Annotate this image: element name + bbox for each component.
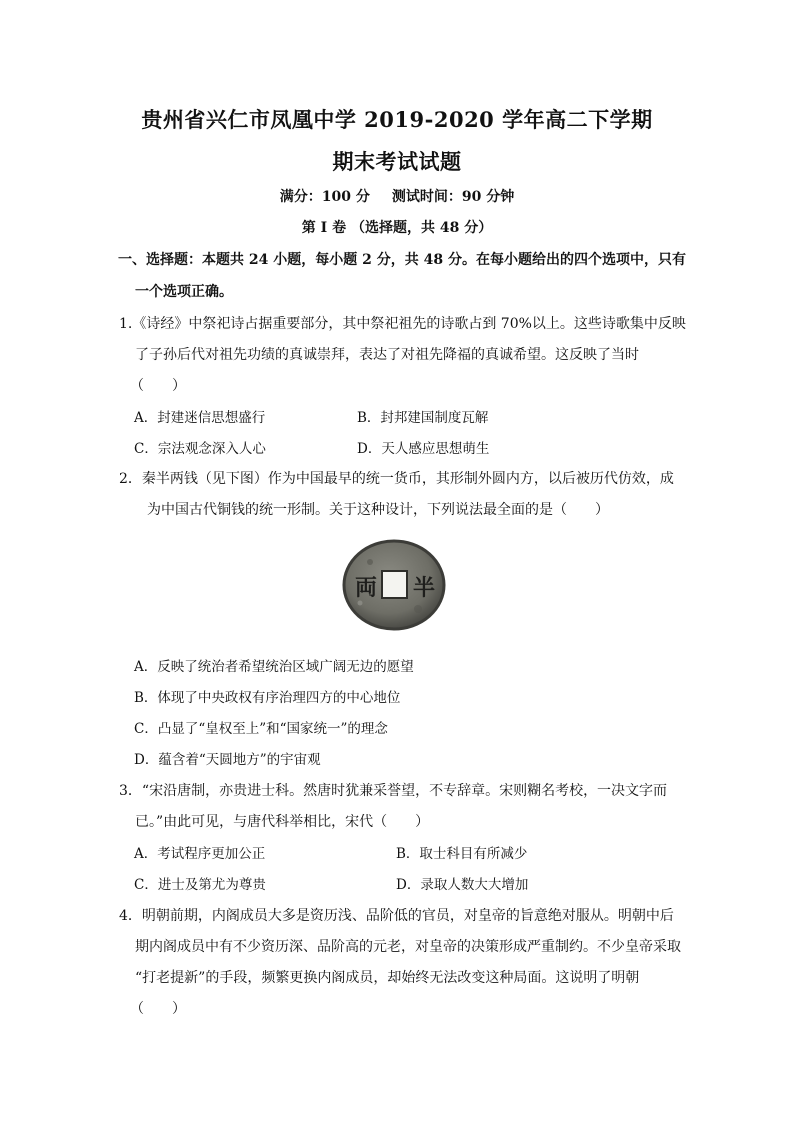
exam-title: 贵州省兴仁市凤凰中学 2019-2020 学年高二下学期 bbox=[141, 107, 653, 132]
question-4-blank: （ ） bbox=[130, 1001, 186, 1017]
question-1-option-b[interactable]: B．封邦建国制度瓦解 bbox=[357, 410, 489, 426]
coin-svg bbox=[340, 537, 448, 633]
coin-square-hole bbox=[382, 571, 407, 598]
question-3-line-2: 已。”由此可见，与唐代科举相比，宋代（ ） bbox=[135, 814, 430, 830]
question-3-option-a[interactable]: A．考试程序更加公正 bbox=[134, 846, 266, 862]
question-1-option-d[interactable]: D．天人感应思想萌生 bbox=[357, 441, 490, 457]
question-3-option-c[interactable]: C．进士及第尤为尊贵 bbox=[134, 877, 266, 893]
banliang-coin-image bbox=[340, 537, 448, 633]
question-1-line-1: 1.《诗经》中祭祀诗占据重要部分，其中祭祀祖先的诗歌占到 70%以上。这些诗歌集中反映 bbox=[119, 316, 686, 332]
question-2-option-d[interactable]: D．蕴含着“天圆地方”的宇宙观 bbox=[134, 752, 321, 768]
question-4-line-3: “打老提新”的手段，频繁更换内阁成员，却始终无法改变这种局面。这说明了明朝 bbox=[135, 970, 640, 986]
question-1-option-c[interactable]: C．宗法观念深入人心 bbox=[134, 441, 266, 457]
question-4-line-2: 期内阁成员中有不少资历深、品阶高的元老，对皇帝的决策形成严重制约。不少皇帝采取 bbox=[135, 939, 681, 955]
question-3-option-b[interactable]: B．取士科目有所减少 bbox=[396, 846, 528, 862]
coin-char-left: 両 bbox=[354, 575, 378, 601]
question-2-option-b[interactable]: B．体现了中央政权有序治理四方的中心地位 bbox=[134, 690, 401, 706]
question-2-option-a[interactable]: A．反映了统治者希望统治区域广阔无边的愿望 bbox=[134, 659, 414, 675]
question-3-option-d[interactable]: D．录取人数大大增加 bbox=[396, 877, 529, 893]
instructions-line-1: 一、选择题：本题共 24 小题，每小题 2 分，共 48 分。在每小题给出的四个选项中，只有 bbox=[118, 252, 686, 268]
instructions-line-2: 一个选项正确。 bbox=[135, 284, 233, 300]
question-3-line-1: 3．“宋沿唐制，亦贵进士科。然唐时犹兼采誉望，不专辞章。宋则糊名考校，一决文字而 bbox=[119, 783, 668, 799]
exam-meta bbox=[0, 186, 794, 206]
question-1-option-a[interactable]: A．封建迷信思想盛行 bbox=[134, 410, 266, 426]
score-label: 满分：100 分 bbox=[279, 189, 370, 205]
question-2-line-2: 为中国古代铜钱的统一形制。关于这种设计，下列说法最全面的是（ ） bbox=[147, 502, 609, 518]
question-2-option-c[interactable]: C．凸显了“皇权至上”和“国家统一”的理念 bbox=[134, 721, 388, 737]
section-heading: 第 I 卷 （选择题，共 48 分） bbox=[301, 220, 493, 236]
question-1-blank: （ ） bbox=[130, 378, 186, 394]
question-1-line-2: 了子孙后代对祖先功绩的真诚崇拜，表达了对祖先降福的真诚希望。这反映了当时 bbox=[135, 347, 639, 363]
question-2-line-1: 2．秦半两钱（见下图）作为中国最早的统一货币，其形制外圆内方，以后被历代仿效，成 bbox=[119, 471, 674, 487]
exam-subtitle: 期末考试试题 bbox=[332, 149, 462, 174]
time-label: 测试时间：90 分钟 bbox=[391, 189, 515, 205]
question-4-line-1: 4．明朝前期，内阁成员大多是资历浅、品阶低的官员，对皇帝的旨意绝对服从。明朝中后 bbox=[119, 908, 674, 924]
coin-char-right: 半 bbox=[412, 575, 436, 601]
